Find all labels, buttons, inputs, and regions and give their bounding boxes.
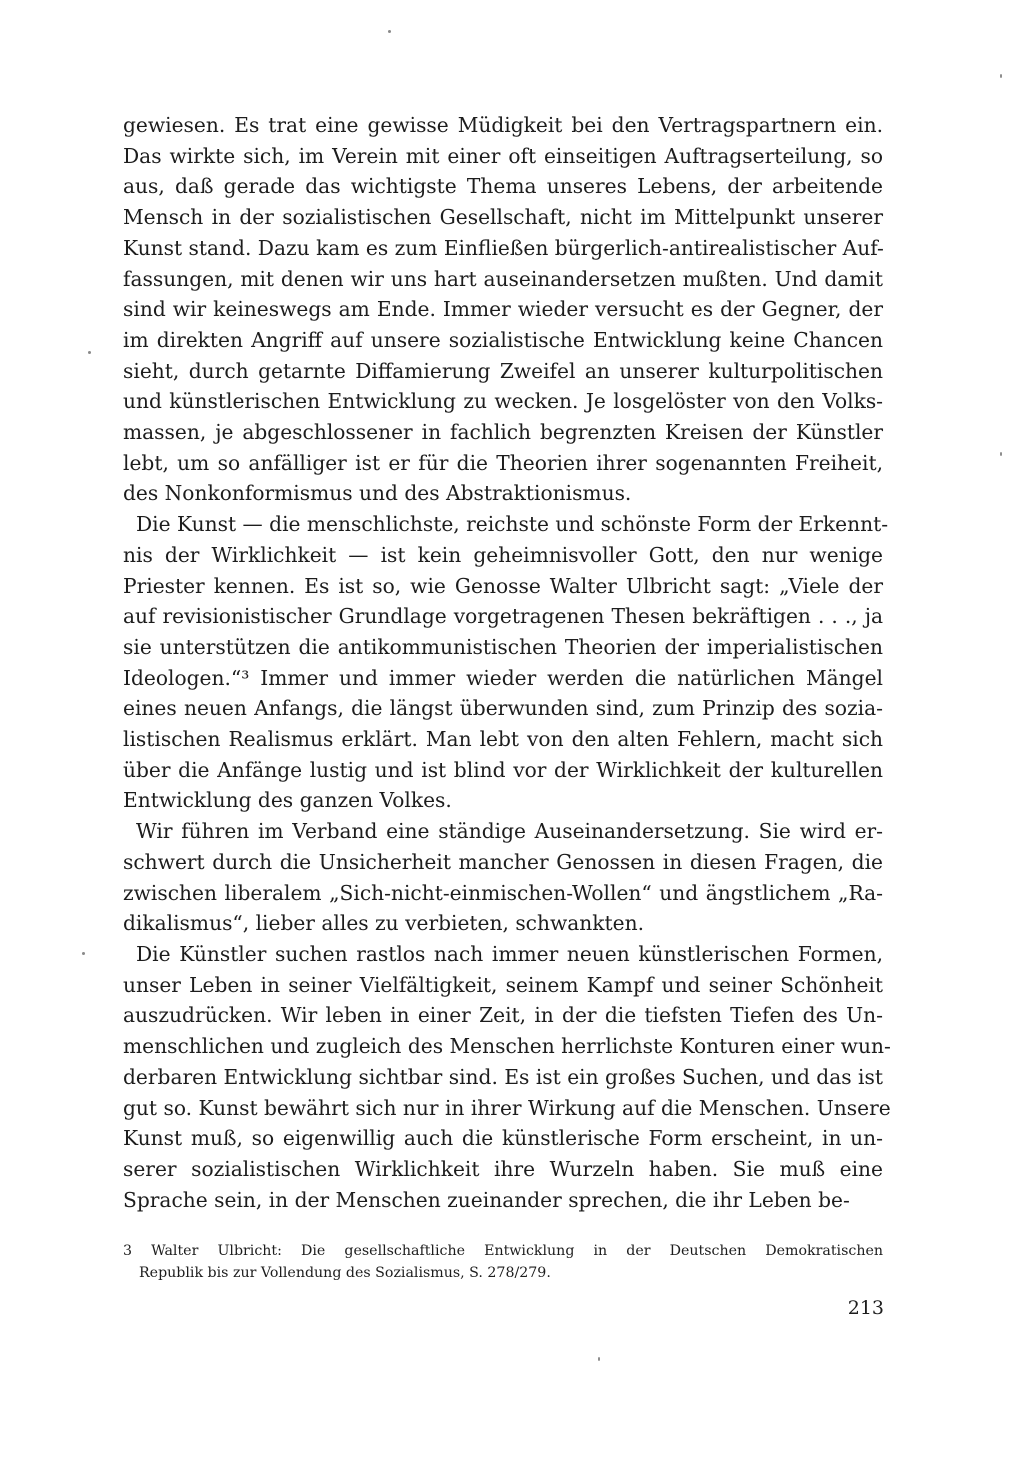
text-line: massen, je abgeschlossener in fachlich begrenzten Kreisen der Künstler (123, 420, 883, 445)
text-line: dikalismus“, lieber alles zu verbieten, schwankten. (123, 911, 645, 936)
text-line: Mensch in der sozialistischen Gesellschaft, nicht im Mittelpunkt unserer (123, 205, 883, 230)
paragraph (123, 110, 883, 509)
text-line: gut so. Kunst bewährt sich nur in ihrer Wirkung auf die Menschen. Unsere (123, 1095, 891, 1120)
text-line: unser Leben in seiner Vielfältigkeit, seinem Kampf und seiner Schönheit (123, 972, 883, 997)
scan-speck (88, 351, 91, 354)
scan-speck (1000, 74, 1002, 78)
text-line: serer sozialistischen Wirklichkeit ihre Wurzeln haben. Sie muß eine (123, 1156, 883, 1181)
text-line: Die Kunst — die menschlichste, reichste und schönste Form der Erkennt- (136, 512, 889, 537)
text-line: nis der Wirklichkeit — ist kein geheimnisvoller Gott, den nur wenige (123, 542, 883, 567)
text-line: und künstlerischen Entwicklung zu wecken. Je losgelöster von den Volks- (123, 389, 883, 414)
text-line: lebt, um so anfälliger ist er für die Theorien ihrer sogenannten Freiheit, (123, 450, 883, 475)
footnote (123, 1240, 883, 1284)
text-line: auf revisionistischer Grundlage vorgetragenen Thesen bekräftigen . . ., ja (123, 604, 883, 629)
text-line: fassungen, mit denen wir uns hart auseinandersetzen mußten. Und damit (123, 266, 883, 291)
scan-speck (1000, 452, 1002, 456)
text-line: Ideologen.“³ Immer und immer wieder werden die natürlichen Mängel (123, 665, 883, 690)
text-line: auszudrücken. Wir leben in einer Zeit, in der die tiefsten Tiefen des Un- (123, 1003, 883, 1028)
text-line: Kunst muß, so eigenwillig auch die künstlerische Form erscheint, in un- (123, 1126, 883, 1151)
text-line: sind wir keineswegs am Ende. Immer wieder versucht es der Gegner, der (123, 297, 883, 322)
paragraph (123, 816, 883, 939)
text-line: des Nonkonformismus und des Abstraktionismus. (123, 481, 632, 506)
text-line: sie unterstützen die antikommunistischen Theorien der imperialistischen (123, 634, 883, 659)
text-line: Priester kennen. Es ist so, wie Genosse Walter Ulbricht sagt: „Viele der (123, 573, 883, 598)
text-line: Sprache sein, in der Menschen zueinander sprechen, die ihr Leben be- (123, 1187, 850, 1212)
text-line: listischen Realismus erklärt. Man lebt von den alten Fehlern, macht sich (123, 727, 883, 752)
text-line: Wir führen im Verband eine ständige Auseinandersetzung. Sie wird er- (136, 819, 883, 844)
text-line: aus, daß gerade das wichtigste Thema unseres Lebens, der arbeitende (123, 174, 883, 199)
text-line: zwischen liberalem „Sich-nicht-einmischen-Wollen“ und ängstlichem „Ra- (123, 880, 883, 905)
text-line: Entwicklung des ganzen Volkes. (123, 788, 452, 813)
text-line: menschlichen und zugleich des Menschen herrlichste Konturen einer wun- (123, 1034, 891, 1059)
page-number: 213 (847, 1297, 884, 1319)
body-text (123, 110, 891, 1215)
text-line: über die Anfänge lustig und ist blind vor der Wirklichkeit der kulturellen (123, 757, 883, 782)
text-line: gewiesen. Es trat eine gewisse Müdigkeit bei den Vertragspartnern ein. (123, 113, 883, 137)
text-line: Kunst stand. Dazu kam es zum Einfließen bürgerlich-antirealistischer Auf- (123, 235, 884, 260)
text-line: eines neuen Anfangs, die längst überwunden sind, zum Prinzip des sozia- (123, 696, 883, 721)
text-line: im direkten Angriff auf unsere sozialistische Entwicklung keine Chancen (123, 327, 883, 352)
scan-speck (598, 1357, 600, 1361)
footnote-line: Republik bis zur Vollendung des Sozialismus, S. 278/279. (139, 1265, 551, 1281)
paragraph (123, 939, 891, 1215)
paragraph (123, 509, 889, 816)
scan-speck (82, 952, 85, 955)
text-line: derbaren Entwicklung sichtbar sind. Es ist ein großes Suchen, und das ist (123, 1064, 883, 1089)
footnote-line: 3 Walter Ulbricht: Die gesellschaftliche Entwicklung in der Deutschen Demokratischen (123, 1243, 883, 1259)
text-line: Das wirkte sich, im Verein mit einer oft einseitigen Auftragserteilung, so (123, 143, 883, 168)
text-line: schwert durch die Unsicherheit mancher Genossen in diesen Fragen, die (123, 849, 883, 874)
text-line: Die Künstler suchen rastlos nach immer neuen künstlerischen Formen, (136, 941, 883, 966)
scan-speck (388, 30, 391, 33)
text-line: sieht, durch getarnte Diffamierung Zweifel an unserer kulturpolitischen (123, 358, 883, 383)
